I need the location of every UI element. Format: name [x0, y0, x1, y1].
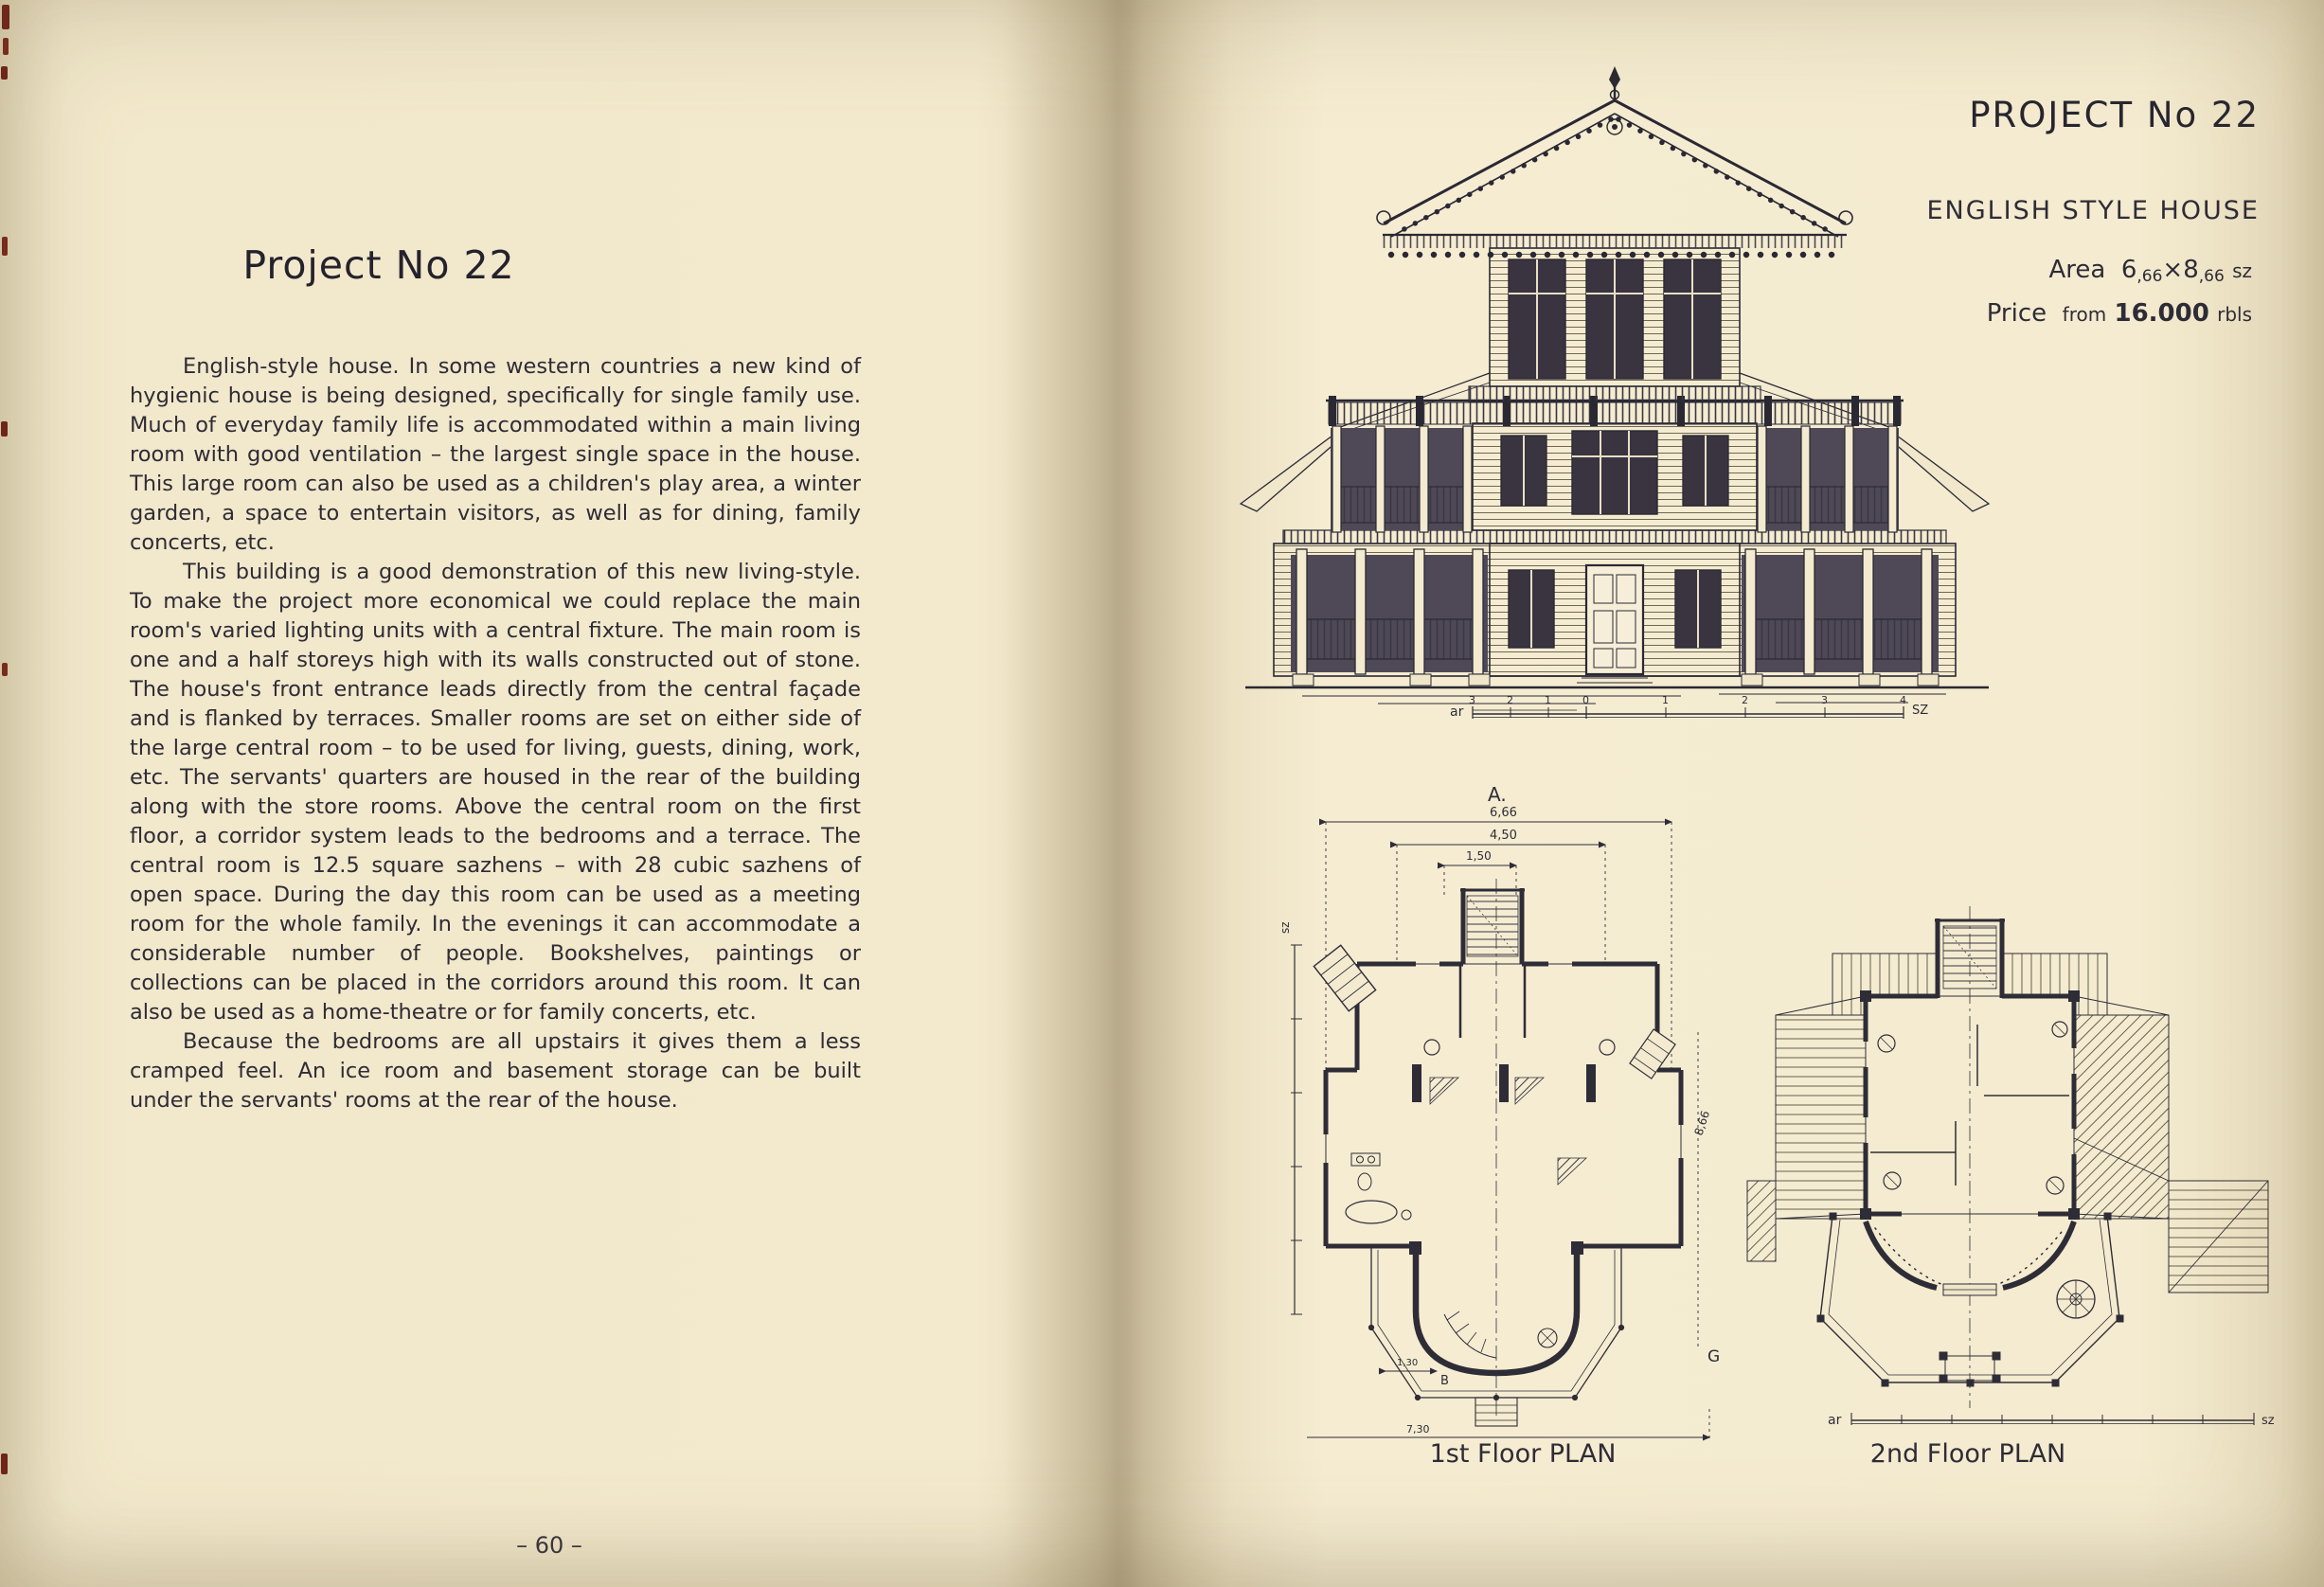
price-value: 16.000: [2114, 299, 2209, 328]
plan1-angled-bay: [1314, 945, 1375, 1010]
page-number: – 60 –: [516, 1532, 582, 1559]
project-heading: PROJECT No 22: [1969, 95, 2260, 135]
plan2-staircase: [1935, 918, 2005, 998]
area-line: [2048, 256, 2252, 286]
gable-roof: [1377, 66, 1852, 255]
dim-450: 4,50: [1490, 829, 1517, 843]
plan2-balcony: [1817, 1213, 2123, 1386]
plan1-walls: [1326, 964, 1681, 1246]
section-marker-b: B: [1440, 1374, 1449, 1388]
scale-right-label: SZ: [1912, 704, 1929, 718]
scale-tick: 4: [1900, 694, 1906, 706]
plan1-dimension-right: [1692, 1032, 1721, 1366]
area-width-frac: ,66: [2136, 267, 2163, 286]
dim-666: 6,66: [1490, 806, 1517, 820]
scale-tick: 1: [1545, 694, 1551, 706]
times-sign: ×: [2162, 256, 2184, 284]
left-wing-roof: [1241, 436, 1344, 511]
scan-mark: [2, 5, 9, 29]
scale-tick: 3: [1469, 694, 1475, 706]
price-label: Price: [1986, 299, 2047, 328]
first-floor-plan-label: 1st Floor PLAN: [1429, 1439, 1617, 1469]
dim-866: 8,66: [1691, 1109, 1713, 1137]
plan2-scale-bar: [1828, 1413, 2275, 1428]
elevation-scale-bar: [1450, 694, 1928, 720]
scale-left-label: ar: [1450, 704, 1464, 720]
scale-tick: 1: [1662, 694, 1669, 706]
scan-mark: [3, 38, 9, 55]
page-title: Project No 22: [242, 242, 515, 288]
plan1-staircase: [1460, 888, 1525, 964]
second-floor-plan-label: 2nd Floor PLAN: [1869, 1439, 2066, 1469]
scan-mark: [1, 66, 8, 80]
section-marker-g: G: [1707, 1347, 1721, 1366]
finial: [1609, 66, 1620, 100]
plan1-scale-label: sz: [1278, 921, 1292, 934]
right-wing-roof: [1886, 436, 1989, 511]
front-door: [1577, 565, 1653, 683]
paragraph-1: English-style house. In some western countries a new kind of hygienic house is being designed, specifically for single family use. Much of everyday family life is accommodated within a main living room with good ventilation – the largest single space in the house. This large room can also be used as a children's play area, a winter garden, a space to entertain visitors, as well as for dining, family concerts, etc.: [130, 354, 861, 555]
dim-730: 7,30: [1406, 1423, 1430, 1435]
project-subtitle: ENGLISH STYLE HOUSE: [1926, 196, 2260, 225]
scan-mark: [2, 237, 8, 256]
plan2-roof-planes: [1747, 954, 2268, 1293]
area-label: Area: [2048, 256, 2106, 284]
stove: [1600, 1040, 1615, 1055]
plan1-scale: [1278, 921, 1302, 1314]
belvedere: [1469, 248, 1761, 401]
scan-mark: [2, 663, 8, 676]
area-unit: sz: [2232, 259, 2252, 282]
plan2-scale-left: ar: [1828, 1413, 1842, 1428]
dim-130: 1,30: [1397, 1358, 1419, 1368]
plan2-stoves: [1878, 1022, 2067, 1194]
area-depth: 8: [2183, 256, 2199, 284]
stove: [1424, 1040, 1439, 1055]
dim-150: 1,50: [1466, 849, 1492, 863]
first-floor-plan: [1274, 784, 1738, 1447]
scale-tick: 2: [1742, 694, 1748, 706]
ground-lines: [1245, 687, 1989, 710]
body-text: [130, 352, 861, 1115]
scale-tick: 0: [1582, 694, 1589, 706]
paragraph-2: This building is a good demonstration of this new living-style. To make the project more economical we could replace the main room's varied lighting units with a central fixture. The main room is one and a half storeys high with its walls constructed out of stone. The house's front entrance leads directly from the central façade and is flanked by terraces. Smaller rooms are set on either side of the large central room – to be used for living, guests, dining, work, etc. The servants' quarters are housed in the rear of the building along with the store rooms. Above the central room on the first floor, a corridor system leads to the bedrooms and a terrace. The central room is 12.5 square sazhens – with 28 cubic sazhens of open space. During the day this room can be used as a meeting room for the whole family. In the evenings it can accommodate a considerable number of people. Bookshelves, paintings or collections can be placed in the corridors around this room. It can also be used as a home-theatre or for family concerts, etc.: [130, 560, 861, 1025]
area-depth-frac: ,66: [2198, 267, 2225, 286]
plan2-scale-right: sz: [2261, 1414, 2275, 1428]
wheel-ornament: [2057, 1280, 2095, 1318]
scale-tick: 2: [1507, 694, 1513, 706]
scale-tick: 3: [1821, 694, 1828, 706]
paragraph-3: Because the bedrooms are all upstairs it gives them a less cramped feel. An ice room and basement storage can be built under the servants' rooms at the rear of the house.: [130, 1029, 861, 1113]
ground-floor: [1274, 544, 1956, 686]
section-marker-a: A.: [1488, 783, 1507, 806]
elevation-drawing: [1189, 59, 2041, 722]
scan-mark: [1, 1453, 8, 1474]
price-unit: rbls: [2217, 303, 2252, 326]
second-floor-plan: [1743, 901, 2292, 1441]
area-width: 6: [2120, 256, 2137, 284]
price-from: from: [2062, 303, 2107, 326]
plan1-bathroom: [1346, 1153, 1411, 1223]
scan-mark: [1, 421, 8, 437]
